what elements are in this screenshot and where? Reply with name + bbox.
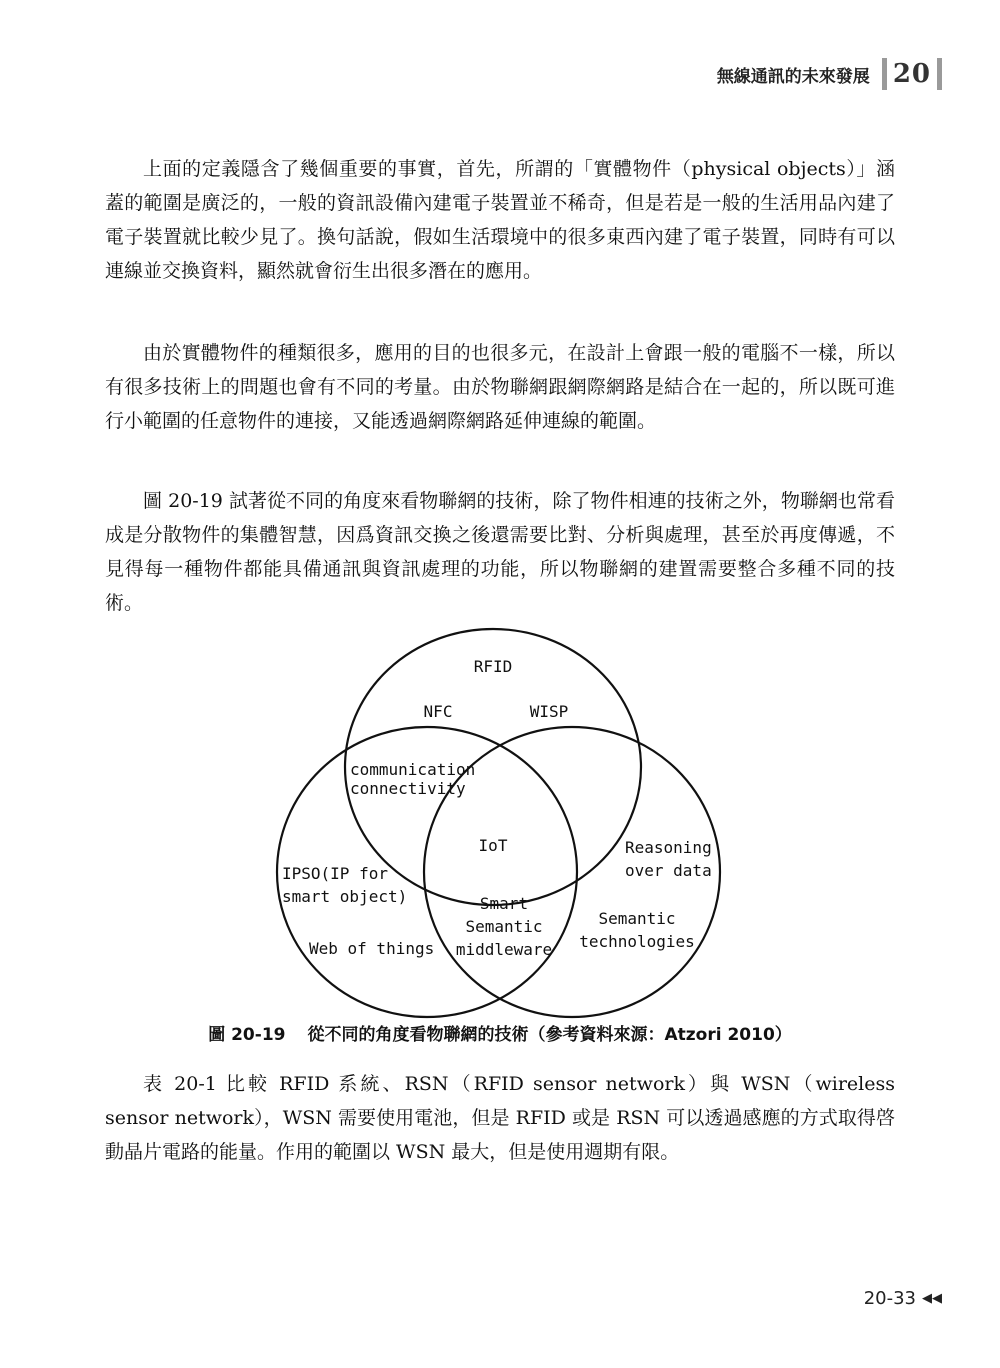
label-web-of-things: Web of things [309,939,435,958]
label-over-data: over data [625,861,712,880]
figure-caption [0,1020,1000,1045]
iot-venn-diagram [260,622,740,1022]
page-arrow-icon: ◀◀ [922,1291,942,1306]
body-paragraph-4: 表 20-1 比較 RFID 系統、RSN（RFID sensor network）與 WSN（wireless sensor network），WSN 需要使用電池，但是 RFID 或是 RSN 可以透過感應的方式取得啓動晶片電路的能量。作用的範圍以 WSN 最大，但是使用週期有限。 [105,1073,895,1163]
label-nfc: NFC [423,702,453,721]
label-wisp: WISP [529,702,569,721]
label-iot: IoT [478,836,508,855]
label-semantic-tech-2: technologies [579,932,695,951]
page-number: 20-33 [863,1288,916,1309]
body-paragraph-2: 由於實體物件的種類很多，應用的目的也很多元，在設計上會跟一般的電腦不一樣，所以有很多技術上的問題也會有不同的考量。由於物聯網跟網際網路是結合在一起的，所以既可進行小範圍的任意物件的連接，又能透過網際網路延伸連線的範圍。 [105,342,895,432]
label-connectivity: connectivity [350,779,466,798]
label-semantic-tech-1: Semantic [598,909,676,928]
header-bar-right [937,58,942,90]
label-smart-object: smart object) [282,887,408,906]
label-reasoning: Reasoning [625,838,712,857]
running-header [717,58,942,90]
label-middleware: middleware [455,940,553,959]
chapter-number: 20 [892,59,931,89]
label-smart: Smart [479,894,529,913]
chapter-title: 無線通訊的未來發展 [716,66,870,87]
body-paragraph-1: 上面的定義隱含了幾個重要的事實，首先，所謂的「實體物件（physical objects）」涵蓋的範圍是廣泛的，一般的資訊設備內建電子裝置並不稀奇，但是若是一般的生活用品內建了電子裝置就比較少見了。換句話說，假如生活環境中的很多東西內建了電子裝置，同時有可以連線並交換資料，顯然就會衍生出很多潛在的應用。 [105,158,895,282]
label-communication: communication [350,760,476,779]
figure-caption-text: 從不同的角度看物聯網的技術（參考資料來源：Atzori 2010） [307,1025,792,1045]
figure-caption-label: 圖 20-19 [208,1025,286,1045]
body-paragraph-3: 圖 20-19 試著從不同的角度來看物聯網的技術，除了物件相連的技術之外，物聯網也常看成是分散物件的集體智慧，因爲資訊交換之後還需要比對、分析與處理，甚至於再度傳遞，不見得每一種物件都能具備通訊與資訊處理的功能，所以物聯網的建置需要整合多種不同的技術。 [105,490,895,614]
label-ipso: IPSO(IP for [282,864,388,883]
page-footer [864,1288,942,1309]
label-semantic: Semantic [465,917,543,936]
label-rfid: RFID [473,657,513,676]
